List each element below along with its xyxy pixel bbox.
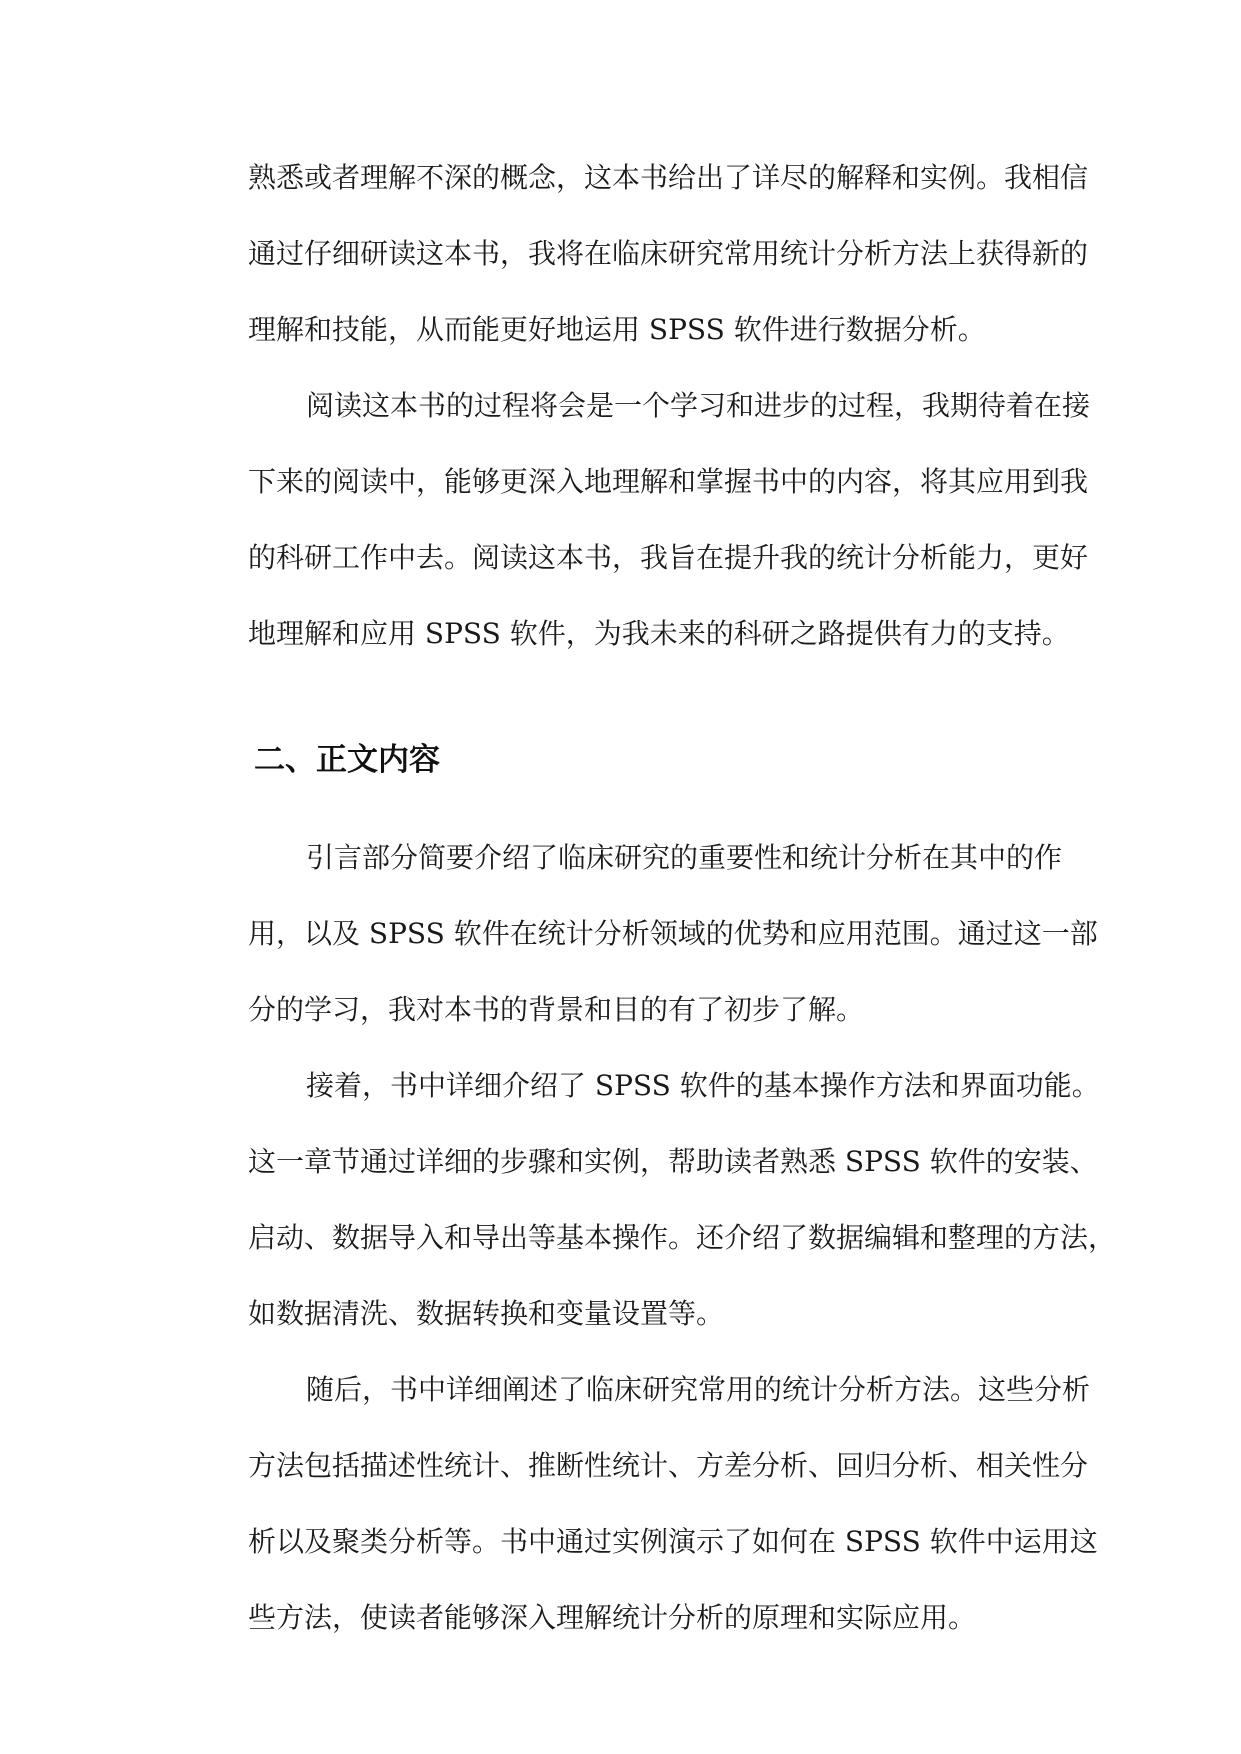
text-line: 阅读这本书的过程将会是一个学习和进步的过程，我期待着在接 xyxy=(306,389,1091,422)
text-line: 方法包括描述性统计、推断性统计、方差分析、回归分析、相关性分 xyxy=(248,1449,1089,1482)
paragraph-intro-continued xyxy=(190,140,1089,368)
paragraph-reading-goals xyxy=(190,368,1091,672)
text-line: 理解和技能，从而能更好地运用 SPSS 软件进行数据分析。 xyxy=(248,313,986,346)
text-line: 通过仔细研读这本书，我将在临床研究常用统计分析方法上获得新的 xyxy=(248,237,1089,270)
text-line: 启动、数据导入和导出等基本操作。还介绍了数据编辑和整理的方法， xyxy=(248,1221,1117,1254)
text-line: 如数据清洗、数据转换和变量设置等。 xyxy=(248,1297,725,1330)
text-line: 下来的阅读中，能够更深入地理解和掌握书中的内容，将其应用到我 xyxy=(248,465,1089,498)
paragraph-introduction-summary xyxy=(190,820,1098,1048)
text-line: 随后，书中详细阐述了临床研究常用的统计分析方法。这些分析 xyxy=(306,1373,1091,1406)
paragraph-spss-basics xyxy=(190,1048,1117,1352)
text-line: 接着，书中详细介绍了 SPSS 软件的基本操作方法和界面功能。 xyxy=(306,1069,1100,1102)
text-line: 这一章节通过详细的步骤和实例，帮助读者熟悉 SPSS 软件的安装、 xyxy=(248,1145,1098,1178)
text-line: 些方法，使读者能够深入理解统计分析的原理和实际应用。 xyxy=(248,1601,977,1634)
text-line: 析以及聚类分析等。书中通过实例演示了如何在 SPSS 软件中运用这 xyxy=(248,1525,1098,1558)
section-heading: 二、正文内容 xyxy=(254,742,440,778)
text-line: 的科研工作中去。阅读这本书，我旨在提升我的统计分析能力，更好 xyxy=(248,541,1089,574)
text-line: 分的学习，我对本书的背景和目的有了初步了解。 xyxy=(248,993,865,1026)
text-line: 引言部分简要介绍了临床研究的重要性和统计分析在其中的作 xyxy=(306,841,1063,874)
text-line: 用，以及 SPSS 软件在统计分析领域的优势和应用范围。通过这一部 xyxy=(248,917,1098,950)
text-line: 地理解和应用 SPSS 软件，为我未来的科研之路提供有力的支持。 xyxy=(248,617,1070,650)
paragraph-statistical-methods xyxy=(190,1352,1098,1656)
text-line: 熟悉或者理解不深的概念，这本书给出了详尽的解释和实例。我相信 xyxy=(248,161,1089,194)
document-body xyxy=(190,140,1117,1656)
